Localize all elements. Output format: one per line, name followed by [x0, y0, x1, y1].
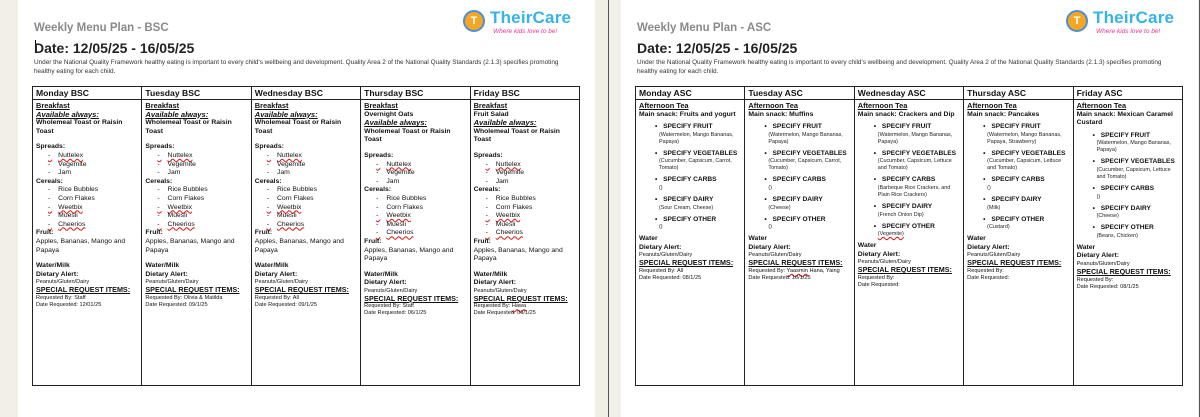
- dietary-value: Peanuts/Gluten/Dairy: [967, 252, 1021, 259]
- fruit-value: Apples, Bananas, Mango and Papaya: [145, 237, 235, 254]
- dietary-value: Peanuts/Gluten/Dairy: [145, 279, 199, 286]
- dietary-value: Peanuts/Gluten/Dairy: [364, 287, 418, 294]
- cereal-item: - Corn Flakes: [376, 204, 466, 213]
- cereal-item: - Weetbix: [157, 204, 247, 213]
- dietary-label: Dietary Alert:: [364, 279, 407, 287]
- bsc-day-header: Wednesday BSC: [251, 87, 360, 100]
- other-detail: (Beans, Chicken): [1096, 232, 1138, 239]
- dietary-value: Peanuts/Gluten/Dairy: [473, 287, 527, 294]
- toast-item: Wholemeal Toast or Raisin Toast: [36, 119, 123, 135]
- available-label: Available always:: [254, 109, 318, 119]
- cereal-item: - Rice Bubbles: [376, 195, 466, 204]
- dietary-label: Dietary Alert:: [36, 270, 79, 278]
- veg-detail: (Cucumber, Capsicum, Lettuce and Tomato): [877, 158, 952, 172]
- carbs-detail: (Barbeque Rice Crackers, and Plain Rice Crackers): [877, 184, 951, 198]
- asc-page: [621, 0, 1198, 417]
- cereal-item: - Rice Bubbles: [48, 186, 138, 195]
- carbs-detail: (): [1096, 193, 1101, 200]
- logo-tagline: Where kids love to be!: [493, 28, 558, 35]
- cereal-item: - Corn Flakes: [157, 195, 247, 204]
- bsc-monday-cell[interactable]: [33, 100, 142, 386]
- cereals-list: [145, 186, 247, 229]
- spread-item: - Nuttelex: [157, 152, 247, 161]
- veg-detail: (Cucumber, Capsicum, Carrot, Tomato): [659, 158, 732, 172]
- asc-thursday-cell[interactable]: [964, 100, 1073, 386]
- specify-fruit: • SPECIFY FRUIT: [639, 123, 741, 132]
- logo-icon: T: [463, 10, 485, 32]
- date-requested: Date Requested: 08/1/25: [1076, 283, 1139, 290]
- water-label: Water: [639, 235, 658, 243]
- spread-item: - Vegemite: [267, 161, 357, 170]
- specify-fruit: • SPECIFY FRUIT: [858, 123, 960, 132]
- fruit-detail: (Watermelon, Mango Bananas, Papaya, Strawberry): [987, 131, 1062, 145]
- dietary-value: Peanuts/Gluten/Dairy: [1076, 260, 1130, 267]
- veg-detail: (Cucumber, Capsicum, Carrot, Tomato): [768, 158, 842, 172]
- dietary-label: Dietary Alert:: [145, 270, 188, 278]
- bsc-day-header: Thursday BSC: [361, 87, 470, 100]
- special-request-label: SPECIAL REQUEST ITEMS:: [857, 265, 952, 275]
- specify-other: • SPECIFY OTHER: [748, 216, 850, 225]
- cereal-item: - Cheerios: [48, 221, 138, 230]
- spread-item: - Jam: [376, 178, 466, 187]
- other-detail: (Vegemite): [877, 231, 904, 238]
- date-requested: Date Requested: 10/1/25: [748, 274, 811, 281]
- date-requested: Date Requested: 08/1/25: [639, 274, 702, 281]
- specify-carbs: • SPECIFY CARBS: [748, 176, 850, 185]
- requested-by: Requested By: Olivia & Matilda: [145, 294, 223, 301]
- logo-tagline: Where kids love to be!: [1096, 28, 1161, 35]
- fruit-value: Apples, Bananas, Mango and Papaya: [473, 246, 563, 263]
- specify-other: • SPECIFY OTHER: [858, 223, 960, 232]
- requested-by: Requested By: All: [639, 267, 684, 274]
- cereal-item: - Cheerios: [486, 229, 576, 238]
- fruit-detail: (Watermelon, Mango Bananas, Papaya): [768, 131, 843, 145]
- date-requested: Date Requested:: [857, 281, 900, 288]
- cereal-item: - Cheerios: [157, 221, 247, 230]
- toast-item: Wholemeal Toast or Raisin Toast: [145, 119, 232, 135]
- specify-dairy: • SPECIFY DAIRY: [1077, 205, 1179, 214]
- meal-heading: Breakfast: [145, 101, 180, 110]
- fruit-label: Fruit:: [145, 229, 163, 237]
- asc-day-header: Friday ASC: [1073, 87, 1182, 100]
- spread-item: - Jam: [48, 169, 138, 178]
- cereals-list: [474, 195, 576, 238]
- asc-day-header: Thursday ASC: [964, 87, 1073, 100]
- requested-by: Requested By: Hawa: [473, 303, 527, 310]
- spread-item: - Nuttelex: [376, 161, 466, 170]
- bsc-intro-text: Under the National Quality Framework healthy eating is important to every child's wellbeing and development. Quality Area 2 of the National Quality Standards (2.1.3) specifies promoting healthy eating for each child.: [34, 59, 559, 75]
- bsc-tuesday-cell[interactable]: [142, 100, 251, 386]
- carbs-detail: (): [659, 184, 663, 191]
- main-snack: Main snack: Crackers and Dip: [857, 110, 955, 118]
- toast-item: Wholemeal Toast or Raisin Toast: [254, 119, 342, 135]
- meal-heading: Afternoon Tea: [748, 101, 798, 110]
- carbs-detail: (): [768, 184, 772, 191]
- cereal-item: - Weetbix: [267, 204, 357, 213]
- bsc-day-header: Monday BSC: [33, 87, 142, 100]
- dietary-label: Dietary Alert:: [639, 243, 682, 251]
- cereals-list: [364, 195, 466, 238]
- cereal-item: - Cheerios: [376, 229, 466, 238]
- requested-by: Requested By: All: [254, 294, 299, 301]
- asc-day-header: Wednesday ASC: [854, 87, 963, 100]
- logo-icon: T: [1066, 10, 1088, 32]
- asc-plan-title: Weekly Menu Plan - ASC: [637, 22, 772, 34]
- cereal-item: - Muesli: [376, 221, 466, 230]
- dietary-label: Dietary Alert:: [254, 270, 298, 278]
- specify-vegetables: • SPECIFY VEGETABLES: [748, 150, 850, 159]
- date-requested: Date Requested: 06/1/25: [364, 310, 427, 317]
- specify-vegetables: • SPECIFY VEGETABLES: [858, 150, 960, 159]
- meal-heading: Breakfast: [36, 101, 70, 110]
- specify-carbs: • SPECIFY CARBS: [639, 176, 741, 185]
- special-request-label: SPECIAL REQUEST ITEMS:: [254, 285, 349, 295]
- cereal-item: - Corn Flakes: [48, 195, 138, 204]
- logo-name: TheirCare: [490, 8, 572, 27]
- specify-fruit: • SPECIFY FRUIT: [967, 123, 1069, 132]
- specify-vegetables: • SPECIFY VEGETABLES: [639, 150, 741, 159]
- available-label: Available always:: [364, 118, 428, 128]
- special-request-label: SPECIAL REQUEST ITEMS:: [748, 258, 843, 268]
- requested-by: Requested By: Yaasmin Hana, Yaing: [748, 267, 840, 274]
- specify-carbs: • SPECIFY CARBS: [967, 176, 1069, 185]
- spreads-list: [474, 161, 576, 187]
- cereal-item: - Rice Bubbles: [157, 186, 247, 195]
- spreads-list: [255, 152, 357, 178]
- cereals-list: [36, 186, 138, 229]
- meal-heading: Breakfast: [254, 101, 289, 110]
- cereals-label: Cereals:: [254, 177, 282, 185]
- dietary-label: Dietary Alert:: [1076, 252, 1119, 260]
- other-detail: (): [659, 224, 663, 231]
- water-label: Water/Milk: [473, 270, 508, 278]
- specify-other: • SPECIFY OTHER: [639, 216, 741, 225]
- specify-carbs: • SPECIFY CARBS: [858, 176, 960, 185]
- date-requested: Date Requested:: [967, 274, 1010, 281]
- bsc-date-title: Date: 12/05/25 - 16/05/25: [34, 40, 195, 56]
- asc-day-header: Monday ASC: [636, 87, 745, 100]
- logo-name: TheirCare: [1093, 8, 1175, 27]
- special-request-label: SPECIAL REQUEST ITEMS:: [1076, 266, 1171, 276]
- available-label: Available always:: [36, 109, 99, 119]
- spread-item: - Jam: [157, 169, 247, 178]
- asc-date-title: Date: 12/05/25 - 16/05/25: [637, 40, 798, 56]
- spread-item: - Nuttelex: [267, 152, 357, 161]
- date-requested: Date Requested: 09/1/25: [254, 301, 317, 308]
- specify-other: • SPECIFY OTHER: [1077, 224, 1179, 233]
- water-label: Water: [1076, 243, 1096, 251]
- spreads-label: Spreads:: [473, 151, 503, 159]
- cereal-item: - Weetbix: [48, 204, 138, 213]
- special-request-label: SPECIAL REQUEST ITEMS:: [145, 285, 240, 295]
- special-request-label: SPECIAL REQUEST ITEMS:: [967, 258, 1062, 268]
- asc-menu-table: [635, 86, 1183, 386]
- main-snack: Main snack: Mexican Caramel Custard: [1076, 110, 1173, 127]
- fruit-value: Apples, Bananas, Mango and Papaya: [254, 237, 344, 254]
- specify-dairy: • SPECIFY DAIRY: [748, 196, 850, 205]
- fruit-label: Fruit:: [254, 229, 273, 237]
- fruit-value: Apples, Bananas, Mango and Papaya: [364, 246, 454, 263]
- special-request-label: SPECIAL REQUEST ITEMS:: [473, 293, 568, 303]
- requested-by: Requested By: Staff: [36, 294, 86, 301]
- bsc-wednesday-cell[interactable]: [251, 100, 360, 386]
- asc-tuesday-cell[interactable]: [745, 100, 854, 386]
- meal-heading: Breakfast: [364, 101, 398, 110]
- special-request-label: SPECIAL REQUEST ITEMS:: [639, 258, 734, 268]
- toast-item: Wholemeal Toast or Raisin Toast: [473, 127, 560, 144]
- date-requested: Date Requested: 09/1/25: [145, 301, 208, 308]
- specify-carbs: • SPECIFY CARBS: [1077, 185, 1179, 194]
- asc-wednesday-cell[interactable]: [854, 100, 963, 386]
- requested-by: Requested By: Staff: [364, 303, 414, 310]
- dietary-value: Peanuts/Gluten/Dairy: [639, 252, 693, 259]
- spread-item: - Vegemite: [157, 161, 247, 170]
- requested-by: Requested By:: [1076, 276, 1114, 283]
- specify-fruit: • SPECIFY FRUIT: [1077, 132, 1179, 141]
- available-label: Available always:: [473, 118, 537, 128]
- page-separator: [608, 0, 609, 417]
- date-requested: Date Requested: 06/1/25: [473, 310, 536, 317]
- cereal-item: - Muesli: [157, 212, 247, 221]
- cereal-item: - Rice Bubbles: [267, 186, 357, 195]
- water-label: Water/Milk: [364, 270, 398, 278]
- water-label: Water: [967, 235, 986, 243]
- dietary-label: Dietary Alert:: [473, 279, 516, 287]
- main-snack: Main snack: Muffins: [748, 110, 814, 118]
- cereals-label: Cereals:: [36, 177, 63, 185]
- spread-item: - Jam: [486, 178, 576, 187]
- water-label: Water: [857, 242, 877, 250]
- spread-item: - Nuttelex: [48, 152, 138, 161]
- toast-item: Wholemeal Toast or Raisin Toast: [364, 127, 451, 144]
- other-detail: (Custard): [987, 224, 1010, 231]
- asc-day-header: Tuesday ASC: [745, 87, 854, 100]
- veg-detail: (Cucumber, Capsicum, Lettuce and Tomato): [1096, 166, 1171, 180]
- cereals-list: [255, 186, 357, 229]
- dietary-label: Dietary Alert:: [967, 243, 1010, 251]
- cereal-item: - Corn Flakes: [267, 195, 357, 204]
- date-requested: Date Requested: 12/01/25: [36, 301, 102, 308]
- asc-intro-text: Under the National Quality Framework healthy eating is important to every child's wellbeing and development. Quality Area 2 of the National Quality Standards (2.1.3) specifies promoting healthy eating for each child.: [637, 59, 1162, 75]
- fruit-label: Fruit:: [364, 237, 382, 245]
- bsc-menu-table: [32, 86, 580, 386]
- other-detail: (): [768, 224, 772, 231]
- water-label: Water/Milk: [145, 262, 180, 270]
- dietary-label: Dietary Alert:: [748, 243, 791, 251]
- fruit-detail: (Watermelon, Mango Bananas, Papaya): [659, 131, 734, 145]
- main-snack: Main snack: Pancakes: [967, 110, 1040, 118]
- water-label: Water: [748, 235, 768, 243]
- specify-dairy: • SPECIFY DAIRY: [639, 196, 741, 205]
- fruit-detail: (Watermelon, Mango Bananas, Papaya): [877, 131, 953, 145]
- specify-dairy: • SPECIFY DAIRY: [967, 196, 1069, 205]
- spread-item: - Vegemite: [486, 169, 576, 178]
- carbs-detail: (): [987, 184, 991, 191]
- theircare-logo: [1066, 8, 1188, 38]
- water-label: Water/Milk: [36, 262, 70, 270]
- theircare-logo: [463, 8, 585, 38]
- fruit-detail: (Watermelon, Mango Bananas, Papaya): [1096, 140, 1171, 154]
- bsc-thursday-cell[interactable]: [361, 100, 470, 386]
- cereal-item: - Rice Bubbles: [486, 195, 576, 204]
- cereals-label: Cereals:: [364, 186, 391, 194]
- meal-heading: Afternoon Tea: [967, 101, 1017, 110]
- requested-by: Requested By:: [857, 274, 895, 281]
- available-label: Available always:: [145, 109, 209, 119]
- asc-friday-cell[interactable]: [1073, 100, 1182, 386]
- water-label: Water/Milk: [254, 262, 289, 270]
- cereal-item: - Weetbix: [486, 212, 576, 221]
- spreads-list: [364, 161, 466, 187]
- bsc-day-header: Friday BSC: [470, 87, 579, 100]
- special-request-label: SPECIAL REQUEST ITEMS:: [364, 293, 459, 303]
- specify-other: • SPECIFY OTHER: [967, 216, 1069, 225]
- dietary-value: Peanuts/Gluten/Dairy: [36, 279, 90, 286]
- spread-item: - Vegemite: [376, 169, 466, 178]
- main-snack: Main snack: Fruits and yogurt: [639, 110, 736, 118]
- bsc-day-header: Tuesday BSC: [142, 87, 251, 100]
- fruit-value: Apples, Bananas, Mango and Papaya: [36, 237, 126, 254]
- dairy-detail: (Sour Cream, Cheese): [659, 204, 714, 211]
- cereal-item: - Muesli: [486, 221, 576, 230]
- meal-heading: Afternoon Tea: [639, 101, 689, 110]
- bsc-plan-title: Weekly Menu Plan - BSC: [34, 22, 169, 34]
- dairy-detail: (Milk): [987, 204, 1001, 211]
- bsc-page: [18, 0, 595, 417]
- bsc-friday-cell[interactable]: [470, 100, 579, 386]
- spreads-label: Spreads:: [145, 143, 175, 151]
- dairy-detail: (French Onion Dip): [877, 211, 924, 218]
- dairy-detail: (Cheese): [768, 204, 791, 211]
- spread-item: - Nuttelex: [486, 161, 576, 170]
- cereals-label: Cereals:: [145, 177, 173, 185]
- dietary-label: Dietary Alert:: [857, 250, 901, 258]
- dietary-value: Peanuts/Gluten/Dairy: [857, 259, 911, 266]
- special-request-label: SPECIAL REQUEST ITEMS:: [36, 285, 131, 295]
- asc-monday-cell[interactable]: [636, 100, 745, 386]
- cereal-item: - Cheerios: [267, 221, 357, 230]
- fruit-label: Fruit:: [36, 229, 54, 237]
- specify-fruit: • SPECIFY FRUIT: [748, 123, 850, 132]
- daily-special: Fruit Salad: [473, 110, 509, 118]
- cereals-label: Cereals:: [473, 186, 501, 194]
- spreads-list: [145, 152, 247, 178]
- cereal-item: - Muesli: [48, 212, 138, 221]
- specify-dairy: • SPECIFY DAIRY: [858, 203, 960, 212]
- spreads-label: Spreads:: [364, 151, 394, 159]
- spread-item: - Jam: [267, 169, 357, 178]
- meal-heading: Afternoon Tea: [1076, 101, 1127, 110]
- dietary-value: Peanuts/Gluten/Dairy: [748, 252, 802, 259]
- dairy-detail: (Cheese): [1096, 213, 1119, 220]
- fruit-label: Fruit:: [473, 237, 491, 245]
- spreads-label: Spreads:: [36, 143, 66, 151]
- cereal-item: - Weetbix: [376, 212, 466, 221]
- spreads-list: [36, 152, 138, 178]
- meal-heading: Afternoon Tea: [857, 101, 908, 110]
- requested-by: Requested By:: [967, 267, 1004, 274]
- daily-special: Overnight Oats: [364, 110, 414, 118]
- dietary-value: Peanuts/Gluten/Dairy: [254, 279, 308, 286]
- spread-item: - Vegemite: [48, 161, 138, 170]
- cereal-item: - Muesli: [267, 212, 357, 221]
- veg-detail: (Cucumber, Capsicum, Lettuce and Tomato): [987, 158, 1062, 172]
- meal-heading: Breakfast: [473, 101, 508, 110]
- spreads-label: Spreads:: [254, 143, 284, 151]
- cereal-item: - Corn Flakes: [486, 204, 576, 213]
- specify-vegetables: • SPECIFY VEGETABLES: [1077, 158, 1179, 167]
- specify-vegetables: • SPECIFY VEGETABLES: [967, 150, 1069, 159]
